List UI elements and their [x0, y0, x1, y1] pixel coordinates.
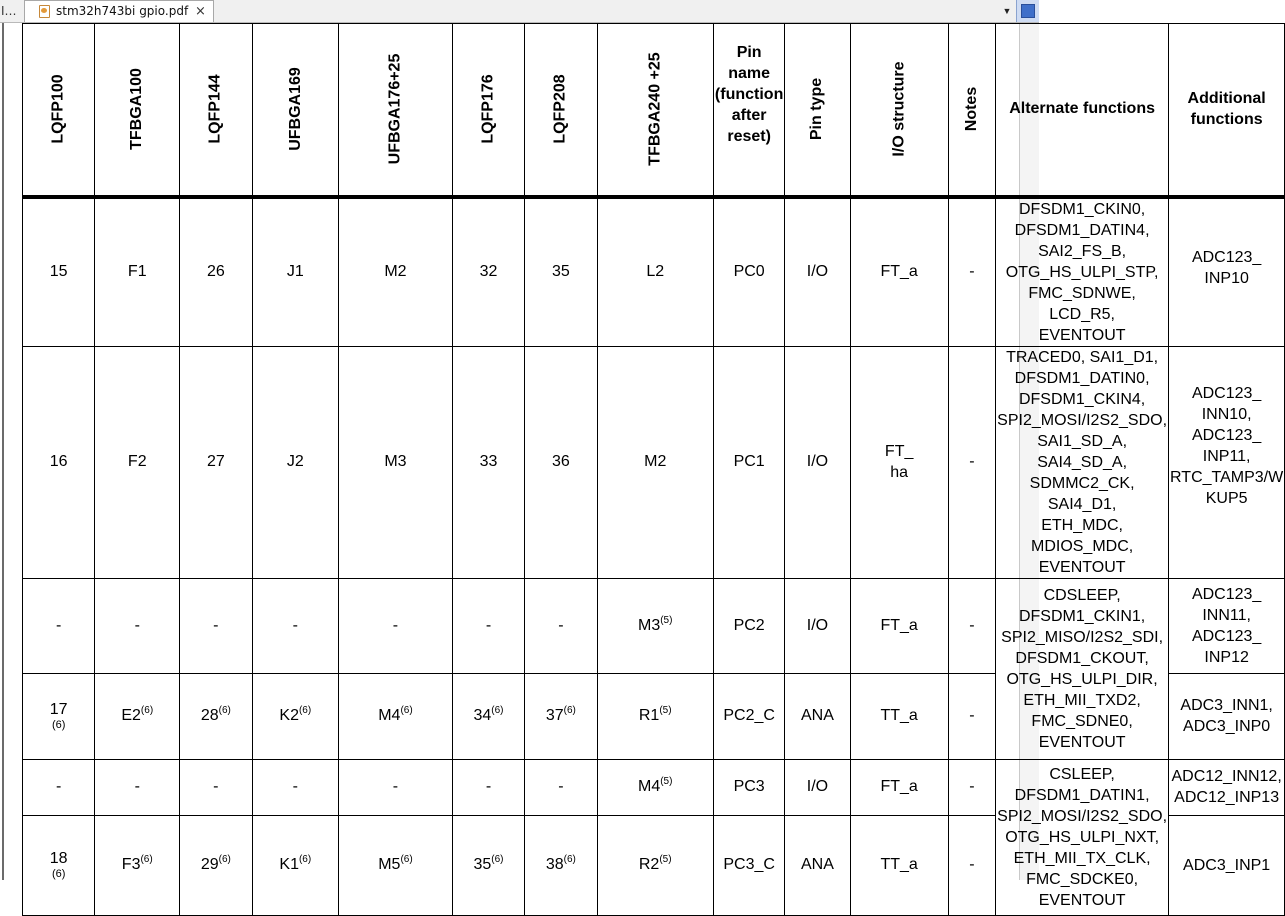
cell-ufbga169: -: [252, 759, 339, 815]
col-header-alternate-functions: Alternate functions: [996, 24, 1169, 197]
col-header-ufbga176: UFBGA176+25: [339, 24, 453, 197]
cell-tfbga240: L2: [597, 197, 713, 347]
cell-ufbga169: K2$^{(6)}$: [252, 673, 339, 759]
cell-tfbga100: F2: [95, 346, 180, 578]
cell-lqfp100: -: [23, 759, 95, 815]
cell-tfbga240: R1$^{(5)}$: [597, 673, 713, 759]
cell-lqfp144: 27: [180, 346, 252, 578]
cell-lqfp144: -: [180, 578, 252, 673]
cell-lqfp208: 37$^{(6)}$: [525, 673, 597, 759]
col-header-io-structure: I/O structure: [850, 24, 948, 197]
cell-additional-functions: ADC123_ INN11, ADC123_ INP12: [1169, 578, 1285, 673]
cell-tfbga240: R2$^{(5)}$: [597, 815, 713, 915]
col-header-lqfp176: LQFP176: [452, 24, 524, 197]
cell-tfbga100: -: [95, 759, 180, 815]
cell-pin-name: PC2: [713, 578, 784, 673]
cell-lqfp100: 15: [23, 197, 95, 347]
chevron-down-icon[interactable]: ▼: [1002, 6, 1012, 16]
table-row: [23, 346, 1285, 578]
cell-tfbga100: E2$^{(6)}$: [95, 673, 180, 759]
cell-lqfp176: 32: [452, 197, 524, 347]
cell-tfbga100: F1: [95, 197, 180, 347]
cell-lqfp144: 29$^{(6)}$: [180, 815, 252, 915]
cell-lqfp208: 35: [525, 197, 597, 347]
cell-lqfp176: 35$^{(6)}$: [452, 815, 524, 915]
cell-additional-functions: ADC3_INN1, ADC3_INP0: [1169, 673, 1285, 759]
cell-notes: -: [948, 346, 995, 578]
cell-lqfp144: 28$^{(6)}$: [180, 673, 252, 759]
col-header-pin-type: Pin type: [785, 24, 850, 197]
cell-tfbga100: -: [95, 578, 180, 673]
cell-alternate-functions-pc2-shared: CDSLEEP, DFSDM1_CKIN1, SPI2_MISO/I2S2_SDI, DFSDM1_CKOUT, OTG_HS_ULPI_DIR, ETH_MII_TXD2, FMC_SDNE0, EVENTOUT: [996, 578, 1169, 759]
tab-active-document[interactable]: [24, 0, 214, 22]
table-row: [23, 759, 1285, 815]
cell-lqfp176: 33: [452, 346, 524, 578]
pdf-file-icon: [39, 5, 50, 18]
cell-alternate-functions: DFSDM1_CKIN0, DFSDM1_DATIN4, SAI2_FS_B, OTG_HS_ULPI_STP, FMC_SDNWE, LCD_R5, EVENTOUT: [996, 197, 1169, 347]
cell-pin-name: PC0: [713, 197, 784, 347]
cell-notes: -: [948, 578, 995, 673]
cell-lqfp100: 16: [23, 346, 95, 578]
cell-lqfp208: -: [525, 759, 597, 815]
cell-additional-functions: ADC123_ INP10: [1169, 197, 1285, 347]
cell-additional-functions: ADC123_ INN10, ADC123_ INP11, RTC_TAMP3/W KUP5: [1169, 346, 1285, 578]
col-header-notes: Notes: [948, 24, 995, 197]
col-header-additional-functions: Additional functions: [1169, 24, 1285, 197]
table-row: [23, 578, 1285, 673]
cell-notes: -: [948, 759, 995, 815]
cell-lqfp100: -: [23, 578, 95, 673]
cell-lqfp176: -: [452, 759, 524, 815]
cell-lqfp208: 36: [525, 346, 597, 578]
cell-ufbga176: M3: [339, 346, 453, 578]
cell-lqfp100: 17 (6): [23, 673, 95, 759]
cell-lqfp144: 26: [180, 197, 252, 347]
cell-pin-type: ANA: [785, 815, 850, 915]
cell-additional-functions: ADC3_INP1: [1169, 815, 1285, 915]
cell-alternate-functions-pc3-shared: CSLEEP, DFSDM1_DATIN1, SPI2_MOSI/I2S2_SDO, OTG_HS_ULPI_NXT, ETH_MII_TX_CLK, FMC_SDCKE0, EVENTOUT: [996, 759, 1169, 915]
cell-lqfp208: 38$^{(6)}$: [525, 815, 597, 915]
cell-tfbga240: M3$^{(5)}$: [597, 578, 713, 673]
col-header-tfbga240: TFBGA240 +25: [597, 24, 713, 197]
cell-ufbga169: K1$^{(6)}$: [252, 815, 339, 915]
cell-io-structure: TT_a: [850, 673, 948, 759]
cell-tfbga240: M2: [597, 346, 713, 578]
cell-ufbga176: M4$^{(6)}$: [339, 673, 453, 759]
col-header-ufbga169: UFBGA169: [252, 24, 339, 197]
tab-title: stm32h743bi gpio.pdf: [56, 4, 189, 18]
cell-pin-name: PC2_C: [713, 673, 784, 759]
table-row: [23, 197, 1285, 347]
cell-pin-name: PC3_C: [713, 815, 784, 915]
close-icon[interactable]: ×: [195, 4, 206, 19]
page-edge: [2, 23, 4, 880]
cell-io-structure: FT_a: [850, 197, 948, 347]
cell-notes: -: [948, 815, 995, 915]
table-header-row: [23, 24, 1285, 197]
cell-ufbga169: J1: [252, 197, 339, 347]
cell-notes: -: [948, 197, 995, 347]
cell-ufbga169: J2: [252, 346, 339, 578]
pinout-table: [22, 23, 1285, 916]
document-viewport[interactable]: [0, 23, 1284, 909]
cell-io-structure: TT_a: [850, 815, 948, 915]
cell-pin-type: I/O: [785, 578, 850, 673]
cell-ufbga176: -: [339, 759, 453, 815]
cell-pin-type: I/O: [785, 759, 850, 815]
cell-lqfp208: -: [525, 578, 597, 673]
cell-lqfp144: -: [180, 759, 252, 815]
cell-lqfp176: 34$^{(6)}$: [452, 673, 524, 759]
cell-io-structure: FT_a: [850, 759, 948, 815]
cell-alternate-functions: TRACED0, SAI1_D1, DFSDM1_DATIN0, DFSDM1_CKIN4, SPI2_MOSI/I2S2_SDO, SAI1_SD_A, SAI4_SD_A, SDMMC2_CK, SAI4_D1, ETH_MDC, MDIOS_MDC, EVENTOUT: [996, 346, 1169, 578]
cell-pin-name: PC3: [713, 759, 784, 815]
col-header-lqfp100: LQFP100: [23, 24, 95, 197]
cell-pin-type: I/O: [785, 197, 850, 347]
cell-lqfp176: -: [452, 578, 524, 673]
col-header-pin-name: Pin name (function after reset): [713, 24, 784, 197]
cell-ufbga176: M2: [339, 197, 453, 347]
cell-io-structure: FT_a: [850, 578, 948, 673]
cell-io-structure: FT_ ha: [850, 346, 948, 578]
col-header-lqfp144: LQFP144: [180, 24, 252, 197]
cell-ufbga176: -: [339, 578, 453, 673]
cell-tfbga100: F3$^{(6)}$: [95, 815, 180, 915]
tab-bar: [0, 0, 1039, 23]
col-header-lqfp208: LQFP208: [525, 24, 597, 197]
cell-notes: -: [948, 673, 995, 759]
cell-lqfp100: 18 (6): [23, 815, 95, 915]
cell-ufbga176: M5$^{(6)}$: [339, 815, 453, 915]
cell-pin-type: I/O: [785, 346, 850, 578]
cell-tfbga240: M4$^{(5)}$: [597, 759, 713, 815]
cell-pin-type: ANA: [785, 673, 850, 759]
cell-additional-functions: ADC12_INN12, ADC12_INP13: [1169, 759, 1285, 815]
window-menu-icon[interactable]: [1016, 0, 1039, 22]
col-header-tfbga100: TFBGA100: [95, 24, 180, 197]
cell-ufbga169: -: [252, 578, 339, 673]
cell-pin-name: PC1: [713, 346, 784, 578]
tab-previous[interactable]: I…: [1, 4, 17, 18]
